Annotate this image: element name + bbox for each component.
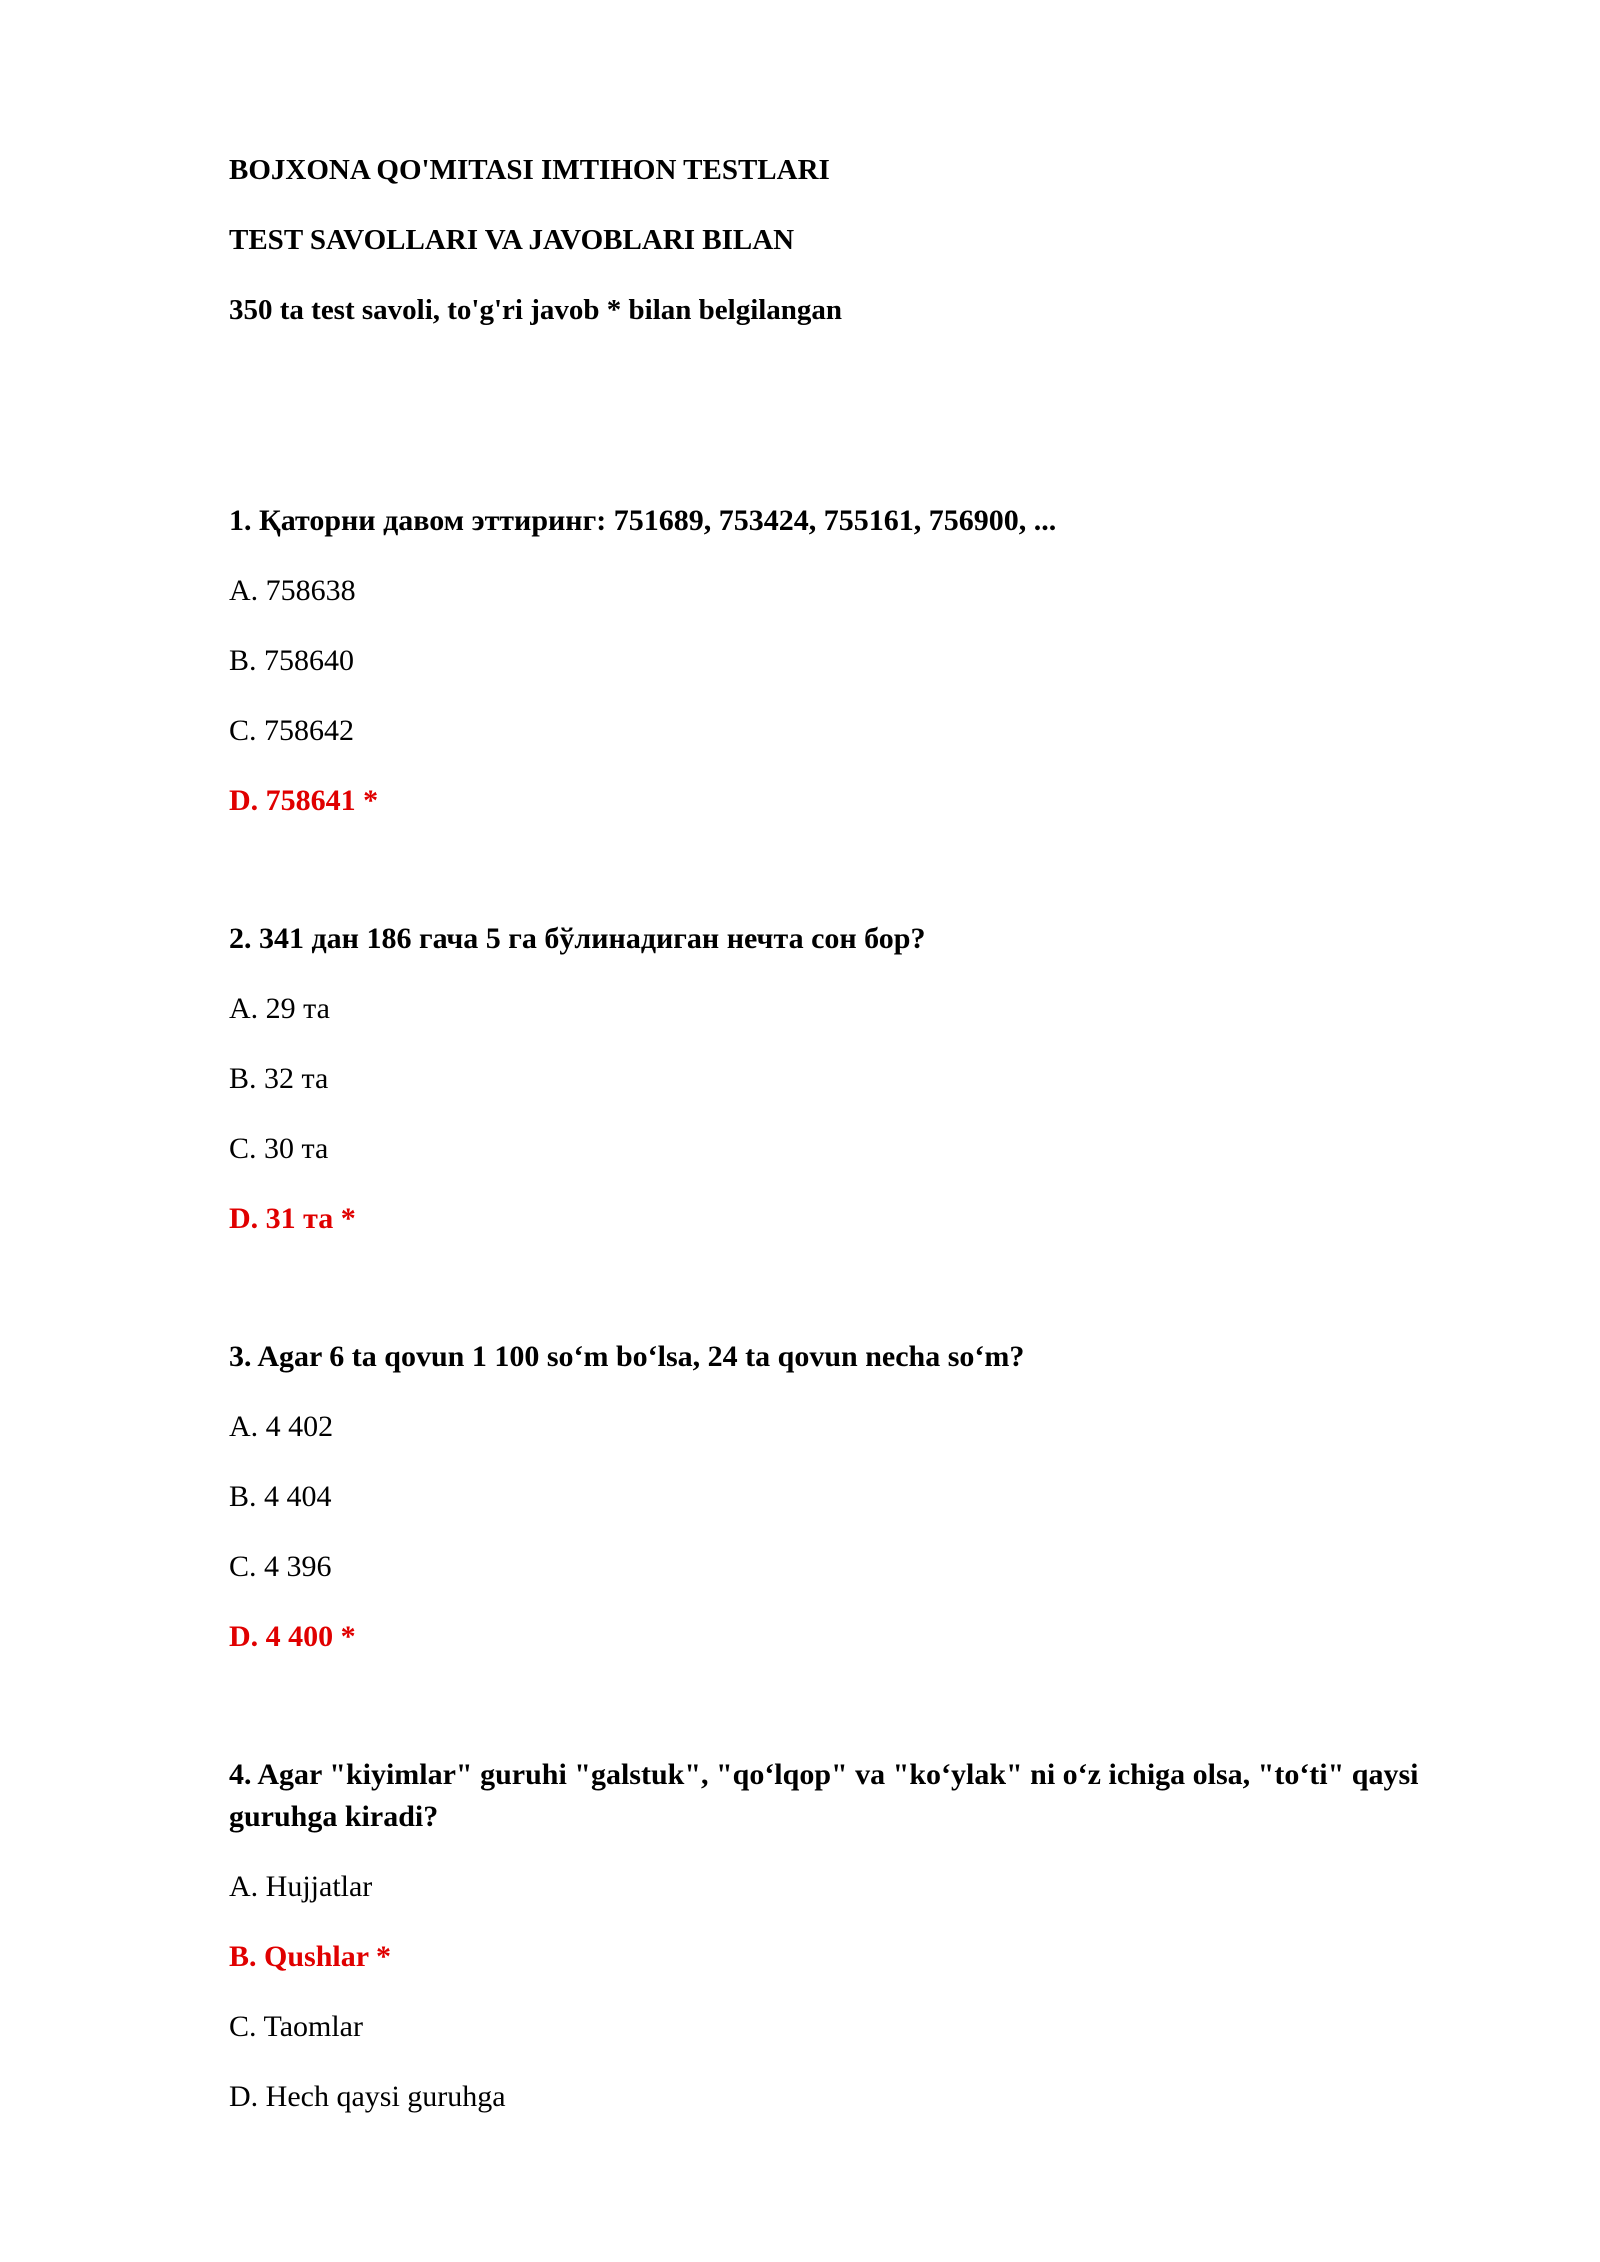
- option-a: A. 29 та: [229, 992, 330, 1025]
- question-text: 1. Қаторни давом эттиринг: 751689, 753424, 755161, 756900, ...: [229, 504, 1057, 537]
- question-text: 4. Agar "kiyimlar" guruhi "galstuk", "qo‘lqop" va "ko‘ylak" ni o‘z ichiga olsa, "to‘ti" qaysi guruhga kiradi?: [229, 1758, 1419, 1833]
- question-4: [229, 1754, 1469, 2118]
- question-text: 3. Agar 6 ta qovun 1 100 so‘m bo‘lsa, 24 ta qovun necha so‘m?: [229, 1340, 1025, 1373]
- option-c: C. Taomlar: [229, 2010, 363, 2043]
- option-a: A. Hujjatlar: [229, 1870, 373, 1903]
- document-description: 350 ta test savoli, to'g'ri javob * bilan belgilangan: [229, 294, 843, 326]
- question-list: [229, 500, 1469, 2214]
- option-d-correct: D. 4 400 *: [229, 1620, 356, 1653]
- question-1: [229, 500, 1469, 822]
- option-b: B. 4 404: [229, 1480, 332, 1513]
- document-title: BOJXONA QO'MITASI IMTIHON TESTLARI: [229, 154, 830, 186]
- option-c: C. 4 396: [229, 1550, 332, 1583]
- option-a: A. 758638: [229, 574, 356, 607]
- question-text: 2. 341 дан 186 гача 5 га бўлинадиган нечта сон бор?: [229, 922, 926, 955]
- option-b: B. 32 та: [229, 1062, 329, 1095]
- option-d-correct: D. 31 та *: [229, 1202, 356, 1235]
- option-c: C. 30 та: [229, 1132, 329, 1165]
- option-a: A. 4 402: [229, 1410, 334, 1443]
- option-b: B. 758640: [229, 644, 355, 677]
- option-d-correct: D. 758641 *: [229, 784, 379, 817]
- document-subtitle: TEST SAVOLLARI VA JAVOBLARI BILAN: [229, 224, 795, 256]
- option-c: C. 758642: [229, 714, 355, 747]
- question-3: [229, 1336, 1469, 1658]
- question-2: [229, 918, 1469, 1240]
- document-header: [229, 150, 1459, 330]
- option-d: D. Hech qaysi guruhga: [229, 2080, 506, 2113]
- option-b-correct: B. Qushlar *: [229, 1940, 391, 1973]
